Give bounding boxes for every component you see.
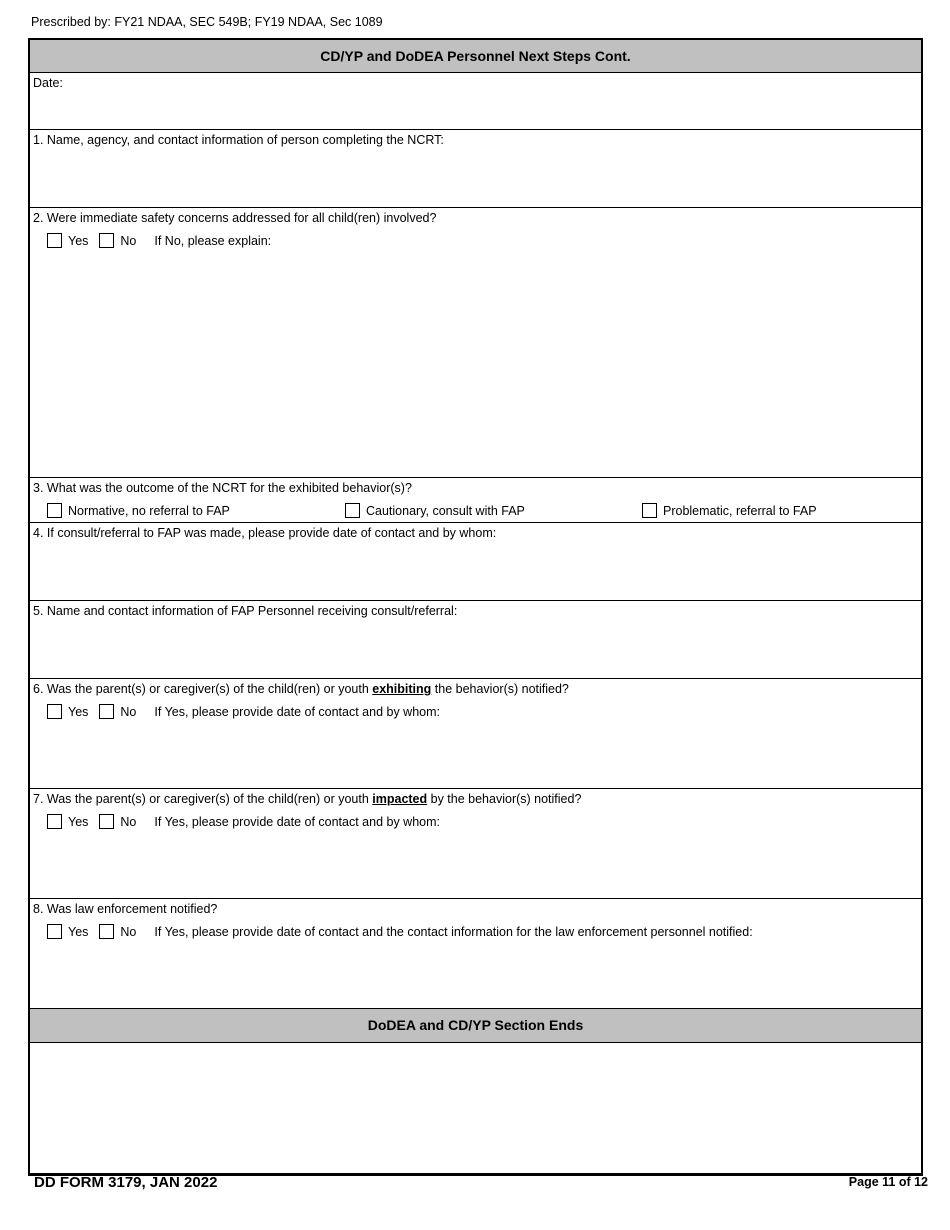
q6-no-checkbox[interactable]	[99, 704, 114, 719]
q5-label: 5. Name and contact information of FAP Personnel receiving consult/referral:	[33, 604, 458, 618]
q6-no-label: No	[120, 704, 137, 719]
q4-field[interactable]	[30, 523, 921, 601]
q8-explain-label: If Yes, please provide date of contact and the contact information for the law enforcement personnel notified:	[154, 924, 753, 939]
q6-explain-label: If Yes, please provide date of contact and by whom:	[154, 704, 440, 719]
q3-normative-label: Normative, no referral to FAP	[68, 503, 230, 518]
q3-cautionary-checkbox[interactable]	[345, 503, 360, 518]
q2-yes-checkbox[interactable]	[47, 233, 62, 248]
q7-label: 7. Was the parent(s) or caregiver(s) of the child(ren) or youth impacted by the behavior(s) notified?	[33, 792, 582, 806]
page-number: Page 11 of 12	[848, 1175, 928, 1189]
q5-field[interactable]	[30, 601, 921, 679]
q3-cautionary-label: Cautionary, consult with FAP	[366, 503, 525, 518]
q8-yes-label: Yes	[68, 924, 89, 939]
q3-problematic-checkbox[interactable]	[642, 503, 657, 518]
section-end-band: DoDEA and CD/YP Section Ends	[30, 1008, 921, 1043]
q6-label: 6. Was the parent(s) or caregiver(s) of the child(ren) or youth exhibiting the behavior(s) notified?	[33, 682, 569, 696]
q3-problematic-label: Problematic, referral to FAP	[663, 503, 817, 518]
q7-no-checkbox[interactable]	[99, 814, 114, 829]
q7-emphasis: impacted	[372, 792, 428, 806]
q7-section	[30, 789, 921, 899]
prescribed-by: Prescribed by: FY21 NDAA, SEC 549B; FY19 NDAA, Sec 1089	[31, 15, 383, 29]
q2-no-label: No	[120, 233, 137, 248]
q7-yes-label: Yes	[68, 814, 89, 829]
date-label: Date:	[33, 76, 63, 90]
q8-label: 8. Was law enforcement notified?	[33, 902, 218, 916]
q6-section	[30, 679, 921, 789]
q8-section	[30, 899, 921, 1009]
q4-label: 4. If consult/referral to FAP was made, please provide date of contact and by whom:	[33, 526, 497, 540]
q2-section	[30, 208, 921, 478]
q1-field[interactable]	[30, 130, 921, 208]
q2-no-checkbox[interactable]	[99, 233, 114, 248]
form-body	[28, 38, 923, 1176]
q7-explain-label: If Yes, please provide date of contact and by whom:	[154, 814, 440, 829]
q2-yes-label: Yes	[68, 233, 89, 248]
q6-yes-label: Yes	[68, 704, 89, 719]
q7-no-label: No	[120, 814, 137, 829]
q2-label: 2. Were immediate safety concerns addressed for all child(ren) involved?	[33, 211, 437, 225]
q6-yes-checkbox[interactable]	[47, 704, 62, 719]
q3-normative-checkbox[interactable]	[47, 503, 62, 518]
q1-label: 1. Name, agency, and contact information of person completing the NCRT:	[33, 133, 444, 147]
q7-yes-checkbox[interactable]	[47, 814, 62, 829]
q8-no-checkbox[interactable]	[99, 924, 114, 939]
q3-section	[30, 478, 921, 523]
section-title: CD/YP and DoDEA Personnel Next Steps Cont.	[30, 40, 921, 73]
form-id: DD FORM 3179, JAN 2022	[34, 1174, 218, 1191]
q6-emphasis: exhibiting	[372, 682, 432, 696]
q2-explain-label: If No, please explain:	[154, 233, 272, 248]
date-field[interactable]	[30, 73, 921, 130]
q8-no-label: No	[120, 924, 137, 939]
q3-label: 3. What was the outcome of the NCRT for the exhibited behavior(s)?	[33, 481, 412, 495]
q8-yes-checkbox[interactable]	[47, 924, 62, 939]
